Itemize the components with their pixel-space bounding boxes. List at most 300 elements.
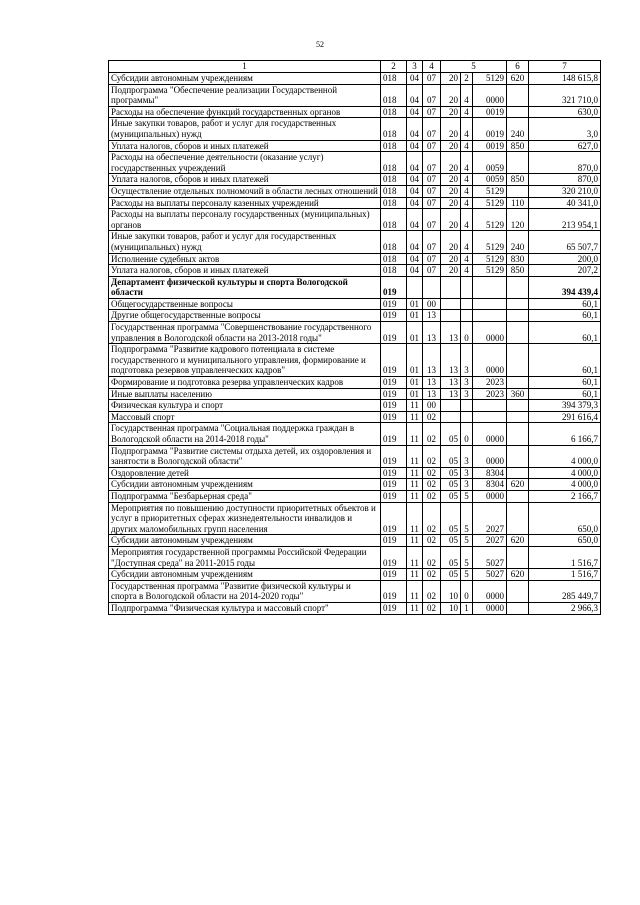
table-row [109,322,601,344]
row-subsection-code [423,276,441,298]
row-expense-type [507,298,529,310]
row-program-code [441,411,461,423]
row-name: Иные закупки товаров, работ и услуг для государственных (муниципальных) нужд [109,118,381,140]
row-amount: 3,0 [529,118,601,140]
row-grbs-code: 019 [381,377,407,389]
row-subprogram-code: 4 [461,185,473,197]
row-expense-type [507,467,529,479]
row-subsection-code: 02 [423,479,441,491]
row-section-code: 01 [407,298,423,310]
row-subprogram-code: 3 [461,344,473,377]
row-subprogram-code: 3 [461,467,473,479]
row-amount: 627,0 [529,140,601,152]
row-subsection-code: 02 [423,467,441,479]
row-amount: 650,0 [529,502,601,535]
row-amount: 870,0 [529,174,601,186]
row-amount: 40 341,0 [529,197,601,209]
row-subsection-code: 02 [423,445,441,467]
row-expense-type: 120 [507,209,529,231]
row-section-code: 01 [407,377,423,389]
row-grbs-code: 019 [381,322,407,344]
table-row [109,377,601,389]
row-amount: 148 615,8 [529,73,601,85]
row-expense-type [507,502,529,535]
row-amount: 60,1 [529,322,601,344]
row-grbs-code: 019 [381,400,407,412]
row-item-code: 0000 [473,445,507,467]
row-subsection-code: 13 [423,388,441,400]
table-row [109,580,601,602]
row-subsection-code: 07 [423,106,441,118]
row-grbs-code: 018 [381,185,407,197]
row-subprogram-code: 4 [461,152,473,174]
row-expense-type [507,377,529,389]
row-section-code: 11 [407,423,423,445]
row-program-code: 20 [441,106,461,118]
row-subsection-code: 07 [423,265,441,277]
row-expense-type [507,411,529,423]
row-item-code: 5129 [473,197,507,209]
row-item-code [473,411,507,423]
row-amount: 4 000,0 [529,479,601,491]
row-grbs-code: 019 [381,580,407,602]
row-item-code: 0000 [473,423,507,445]
row-subsection-code: 07 [423,209,441,231]
row-grbs-code: 019 [381,502,407,535]
header-cell: 1 [109,61,381,73]
row-subprogram-code [461,310,473,322]
row-amount: 870,0 [529,152,601,174]
row-item-code: 8304 [473,467,507,479]
row-program-code: 20 [441,209,461,231]
row-program-code: 20 [441,118,461,140]
row-section-code: 04 [407,209,423,231]
row-name: Государственная программа "Развитие физической культуры и спорта в Вологодской области на 2014-2020 годы" [109,580,381,602]
row-name: Другие общегосударственные вопросы [109,310,381,322]
row-subprogram-code: 3 [461,479,473,491]
row-section-code: 11 [407,445,423,467]
row-subsection-code: 13 [423,322,441,344]
row-section-code: 04 [407,118,423,140]
row-name: Подпрограмма "Физическая культура и массовый спорт" [109,602,381,614]
row-section-code: 04 [407,84,423,106]
table-row [109,73,601,85]
row-program-code: 05 [441,546,461,568]
row-grbs-code: 019 [381,479,407,491]
row-subsection-code: 02 [423,546,441,568]
row-program-code: 13 [441,344,461,377]
row-grbs-code: 018 [381,209,407,231]
row-name: Субсидии автономным учреждениям [109,479,381,491]
row-expense-type: 830 [507,253,529,265]
table-row [109,411,601,423]
row-subsection-code: 13 [423,377,441,389]
row-name: Подпрограмма "Обеспечение реализации Государственной программы" [109,84,381,106]
table-row [109,423,601,445]
table-row [109,253,601,265]
row-name: Осуществление отдельных полномочий в области лесных отношений [109,185,381,197]
row-subsection-code: 07 [423,197,441,209]
row-subprogram-code [461,298,473,310]
row-item-code: 5129 [473,231,507,253]
row-subprogram-code: 4 [461,118,473,140]
row-program-code: 20 [441,253,461,265]
row-amount: 60,1 [529,344,601,377]
header-cell: 5 [441,61,507,73]
row-expense-type [507,400,529,412]
row-subprogram-code: 0 [461,580,473,602]
table-row [109,388,601,400]
row-name: Департамент физической культуры и спорта Вологодской области [109,276,381,298]
budget-table [108,60,601,615]
row-item-code: 2027 [473,535,507,547]
row-name: Субсидии автономным учреждениям [109,569,381,581]
row-name: Уплата налогов, сборов и иных платежей [109,140,381,152]
row-program-code: 05 [441,569,461,581]
table-row [109,197,601,209]
row-subprogram-code: 5 [461,535,473,547]
row-section-code: 11 [407,535,423,547]
row-section-code: 04 [407,152,423,174]
row-grbs-code: 018 [381,197,407,209]
row-amount: 207,2 [529,265,601,277]
row-section-code: 01 [407,388,423,400]
row-name: Подпрограмма "Развитие системы отдыха детей, их оздоровления и занятости в Вологодской области" [109,445,381,467]
row-subsection-code: 07 [423,174,441,186]
row-subprogram-code [461,400,473,412]
row-subprogram-code [461,276,473,298]
row-subsection-code: 07 [423,140,441,152]
table-header-row [109,61,601,73]
row-grbs-code: 019 [381,388,407,400]
row-subsection-code: 02 [423,423,441,445]
row-amount: 60,1 [529,298,601,310]
table-row [109,185,601,197]
row-amount: 650,0 [529,535,601,547]
row-item-code: 0000 [473,344,507,377]
row-program-code: 20 [441,84,461,106]
table-row [109,400,601,412]
row-name: Субсидии автономным учреждениям [109,73,381,85]
row-section-code: 11 [407,400,423,412]
table-row [109,174,601,186]
row-section-code: 04 [407,185,423,197]
row-grbs-code: 018 [381,231,407,253]
table-row [109,344,601,377]
row-program-code: 20 [441,152,461,174]
row-item-code: 2027 [473,502,507,535]
row-program-code [441,298,461,310]
row-section-code: 11 [407,546,423,568]
row-name: Общегосударственные вопросы [109,298,381,310]
row-section-code: 01 [407,322,423,344]
row-subsection-code: 13 [423,310,441,322]
row-subsection-code: 07 [423,118,441,140]
row-section-code [407,276,423,298]
row-program-code: 05 [441,423,461,445]
row-amount: 1 516,7 [529,569,601,581]
row-amount: 394 379,3 [529,400,601,412]
row-item-code: 0059 [473,152,507,174]
row-subsection-code: 00 [423,298,441,310]
row-item-code: 0000 [473,490,507,502]
row-program-code: 13 [441,377,461,389]
row-grbs-code: 018 [381,106,407,118]
row-subprogram-code: 4 [461,209,473,231]
table-body [109,73,601,615]
row-section-code: 11 [407,569,423,581]
table-row [109,118,601,140]
row-expense-type: 850 [507,140,529,152]
row-amount: 60,1 [529,310,601,322]
table-row [109,106,601,118]
row-item-code: 2023 [473,388,507,400]
table-row [109,140,601,152]
row-section-code: 01 [407,310,423,322]
row-section-code: 11 [407,490,423,502]
row-name: Подпрограмма "Развитие кадрового потенциала в системе государственного и муниципального управления, формирование и подготовка резервов управленческих кадров" [109,344,381,377]
row-name: Государственная программа "Совершенствование государственного управления в Вологодской области на 2013-2018 годы" [109,322,381,344]
row-program-code [441,400,461,412]
row-name: Расходы на выплаты персоналу казенных учреждений [109,197,381,209]
row-grbs-code: 019 [381,423,407,445]
row-amount: 200,0 [529,253,601,265]
row-program-code [441,310,461,322]
row-section-code: 04 [407,174,423,186]
row-amount: 65 507,7 [529,231,601,253]
row-subprogram-code: 1 [461,602,473,614]
row-amount: 213 954,1 [529,209,601,231]
row-program-code: 20 [441,231,461,253]
row-name: Оздоровление детей [109,467,381,479]
row-subprogram-code: 4 [461,84,473,106]
row-grbs-code: 019 [381,344,407,377]
row-amount: 60,1 [529,377,601,389]
row-name: Мероприятия государственной программы Российской Федерации "Доступная среда" на 2011-2015 годы [109,546,381,568]
row-subprogram-code: 4 [461,106,473,118]
row-subprogram-code: 4 [461,197,473,209]
row-section-code: 04 [407,253,423,265]
row-program-code: 13 [441,388,461,400]
row-expense-type: 620 [507,73,529,85]
row-program-code: 05 [441,502,461,535]
row-section-code: 11 [407,502,423,535]
row-item-code [473,310,507,322]
row-program-code: 20 [441,185,461,197]
row-item-code: 5129 [473,185,507,197]
header-cell: 7 [529,61,601,73]
row-amount: 1 516,7 [529,546,601,568]
row-subsection-code: 07 [423,185,441,197]
row-expense-type [507,106,529,118]
row-grbs-code: 019 [381,569,407,581]
row-name: Формирование и подготовка резерва управленческих кадров [109,377,381,389]
table-row [109,298,601,310]
row-section-code: 11 [407,602,423,614]
row-subprogram-code: 4 [461,231,473,253]
row-name: Уплата налогов, сборов и иных платежей [109,265,381,277]
row-subprogram-code: 5 [461,502,473,535]
row-subprogram-code: 3 [461,388,473,400]
row-grbs-code: 019 [381,310,407,322]
row-program-code [441,276,461,298]
row-name: Иные выплаты населению [109,388,381,400]
row-grbs-code: 019 [381,411,407,423]
row-section-code: 04 [407,265,423,277]
row-section-code: 11 [407,580,423,602]
row-expense-type: 850 [507,265,529,277]
table-row [109,479,601,491]
row-item-code: 2023 [473,377,507,389]
row-name: Расходы на обеспечение деятельности (оказание услуг) государственных учреждений [109,152,381,174]
table-row [109,276,601,298]
row-expense-type: 620 [507,479,529,491]
row-subsection-code: 07 [423,253,441,265]
row-grbs-code: 019 [381,445,407,467]
row-subprogram-code: 4 [461,265,473,277]
table-row [109,602,601,614]
row-grbs-code: 019 [381,535,407,547]
row-subsection-code: 02 [423,411,441,423]
row-item-code: 0000 [473,322,507,344]
header-cell: 4 [423,61,441,73]
row-grbs-code: 018 [381,73,407,85]
row-expense-type: 240 [507,118,529,140]
row-expense-type [507,423,529,445]
row-subsection-code: 07 [423,231,441,253]
row-subprogram-code [461,411,473,423]
row-item-code: 0059 [473,174,507,186]
row-name: Массовый спорт [109,411,381,423]
table-row [109,502,601,535]
row-grbs-code: 019 [381,602,407,614]
row-expense-type [507,602,529,614]
row-amount: 291 616,4 [529,411,601,423]
row-subprogram-code: 5 [461,490,473,502]
row-name: Субсидии автономным учреждениям [109,535,381,547]
row-program-code: 20 [441,140,461,152]
row-expense-type [507,276,529,298]
row-amount: 285 449,7 [529,580,601,602]
row-subprogram-code: 0 [461,423,473,445]
row-name: Физическая культура и спорт [109,400,381,412]
row-section-code: 04 [407,197,423,209]
row-name: Расходы на обеспечение функций государственных органов [109,106,381,118]
row-name: Расходы на выплаты персоналу государственных (муниципальных) органов [109,209,381,231]
row-item-code: 0019 [473,118,507,140]
table-row [109,490,601,502]
row-grbs-code: 018 [381,253,407,265]
row-amount: 2 966,3 [529,602,601,614]
row-program-code: 05 [441,445,461,467]
table-row [109,231,601,253]
row-expense-type [507,546,529,568]
row-amount: 630,0 [529,106,601,118]
row-program-code: 10 [441,580,461,602]
table-row [109,265,601,277]
row-section-code: 11 [407,479,423,491]
row-grbs-code: 019 [381,490,407,502]
table-row [109,467,601,479]
row-subsection-code: 07 [423,152,441,174]
row-grbs-code: 018 [381,140,407,152]
row-item-code: 5027 [473,546,507,568]
row-grbs-code: 018 [381,152,407,174]
row-subprogram-code: 4 [461,140,473,152]
row-amount: 2 166,7 [529,490,601,502]
row-item-code: 5129 [473,253,507,265]
row-expense-type [507,322,529,344]
row-item-code: 0000 [473,84,507,106]
row-subsection-code: 02 [423,490,441,502]
row-name: Исполнение судебных актов [109,253,381,265]
row-subprogram-code: 2 [461,73,473,85]
row-subsection-code: 00 [423,400,441,412]
row-section-code: 04 [407,231,423,253]
row-item-code [473,400,507,412]
row-item-code: 5027 [473,569,507,581]
row-subprogram-code: 5 [461,569,473,581]
row-program-code: 05 [441,479,461,491]
row-subprogram-code: 5 [461,546,473,568]
row-expense-type [507,185,529,197]
row-name: Мероприятия по повышению доступности приоритетных объектов и услуг в приоритетных сферах жизнедеятельности инвалидов и других маломобильных групп населения [109,502,381,535]
row-subsection-code: 02 [423,535,441,547]
row-subsection-code: 07 [423,73,441,85]
row-item-code [473,276,507,298]
row-item-code: 0019 [473,140,507,152]
row-name: Уплата налогов, сборов и иных платежей [109,174,381,186]
table-row [109,152,601,174]
row-expense-type: 360 [507,388,529,400]
row-subprogram-code: 3 [461,445,473,467]
row-grbs-code: 019 [381,467,407,479]
row-grbs-code: 018 [381,174,407,186]
row-program-code: 13 [441,322,461,344]
row-grbs-code: 018 [381,118,407,140]
row-expense-type: 620 [507,535,529,547]
row-section-code: 04 [407,106,423,118]
row-item-code: 0000 [473,580,507,602]
header-cell: 6 [507,61,529,73]
row-item-code: 5129 [473,209,507,231]
row-amount: 60,1 [529,388,601,400]
row-amount: 6 166,7 [529,423,601,445]
row-subsection-code: 07 [423,84,441,106]
row-expense-type [507,344,529,377]
row-subsection-code: 13 [423,344,441,377]
table-row [109,569,601,581]
page-number: 52 [316,40,324,49]
row-expense-type: 620 [507,569,529,581]
row-expense-type [507,84,529,106]
row-subsection-code: 02 [423,602,441,614]
row-expense-type [507,580,529,602]
table-row [109,310,601,322]
row-name: Подпрограмма "Безбарьерная среда" [109,490,381,502]
row-item-code: 8304 [473,479,507,491]
row-subsection-code: 02 [423,580,441,602]
row-program-code: 20 [441,265,461,277]
row-section-code: 11 [407,411,423,423]
table-row [109,209,601,231]
row-program-code: 20 [441,73,461,85]
row-item-code: 5129 [473,265,507,277]
row-expense-type: 240 [507,231,529,253]
row-amount: 394 439,4 [529,276,601,298]
table-row [109,445,601,467]
row-program-code: 05 [441,490,461,502]
